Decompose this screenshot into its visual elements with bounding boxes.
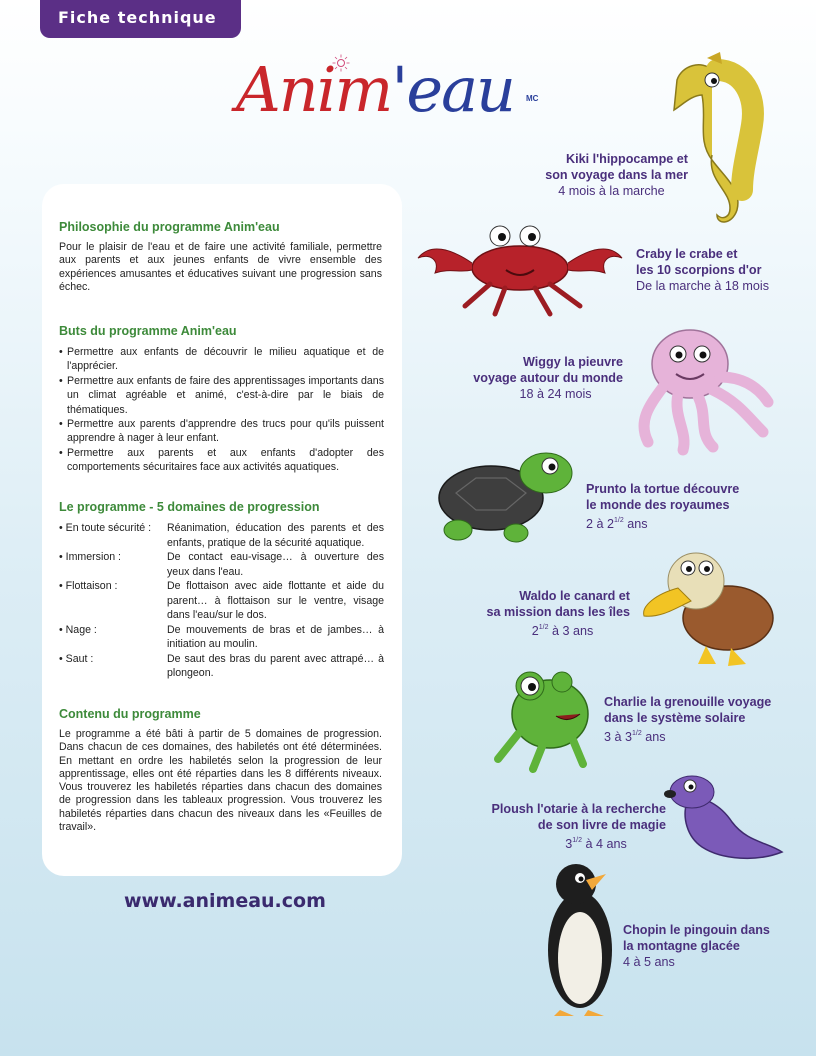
domain-desc: Réanimation, éducation des parents et des enfants, pratique de la sécurité aquatique.: [167, 522, 384, 549]
website-link[interactable]: www.animeau.com: [124, 890, 326, 912]
character-ploush: [466, 801, 666, 852]
goal-item: • Permettre aux parents d'apprendre des trucs pour qu'ils puissent apprendre à nager à leur enfant.: [59, 417, 384, 446]
animeau-logo: [236, 50, 566, 130]
domain-desc: De flottaison avec aide flottante et aide du parent… à flottaison sur le ventre, visage dans l'eau/sur le dos.: [167, 580, 384, 621]
philosophy-title: Philosophie du programme Anim'eau: [59, 220, 280, 234]
character-story: de son livre de magie: [537, 818, 666, 832]
character-waldo: [455, 588, 630, 639]
program-title: Le programme - 5 domaines de progression: [59, 500, 320, 514]
domain-row: [59, 652, 384, 681]
seahorse-icon: [672, 50, 772, 235]
character-name: Wiggy la pieuvre: [523, 355, 623, 369]
goal-item: • Permettre aux enfants de faire des apprentissages importants dans un climat agréable et animé, c'est-à-dire par le biais de thématiques.: [59, 374, 384, 417]
character-story: voyage autour du monde: [473, 371, 623, 385]
domain-row: [59, 579, 384, 623]
domain-name: • Flottaison :: [59, 580, 118, 592]
character-age: $3^{1/2}$ à 4 ans: [565, 837, 627, 851]
character-age: 18 à 24 mois: [519, 387, 592, 401]
character-age: 2 à $2^{1/2}$ ans: [586, 517, 648, 531]
domain-desc: De mouvements de bras et de jambes… à initiation au moulin.: [167, 623, 384, 650]
sea-lion-icon: [662, 772, 787, 862]
logo-eau: 'eau: [391, 53, 514, 126]
character-story: sa mission dans les îles: [486, 605, 630, 619]
goals-title: Buts du programme Anim'eau: [59, 324, 237, 338]
domain-desc: De contact eau-visage… à ouverture des yeux dans l'eau.: [167, 551, 384, 578]
domain-desc: De saut des bras du parent avec attrapé… à plongeon.: [167, 652, 384, 679]
domain-row: [59, 623, 384, 652]
content-title: Contenu du programme: [59, 707, 201, 721]
character-story: son voyage dans la mer: [545, 168, 688, 182]
character-story: dans le système solaire: [604, 711, 746, 725]
character-age: 3 à $3^{1/2}$ ans: [604, 730, 666, 744]
character-story: la montagne glacée: [623, 939, 740, 953]
domain-row: [59, 550, 384, 579]
fiche-technique-tab: Fiche technique: [40, 0, 241, 38]
character-story: les 10 scorpions d'or: [636, 263, 762, 277]
domain-row: [59, 521, 384, 550]
character-age: De la marche à 18 mois: [636, 279, 769, 293]
goal-item: • Permettre aux enfants de découvrir le milieu aquatique et de l'apprécier.: [59, 345, 384, 374]
penguin-icon: [540, 860, 620, 1018]
character-craby: [636, 246, 806, 294]
domains-list: [59, 521, 384, 681]
goal-item: • Permettre aux parents et aux enfants d'adopter des comportements sécuritaires face aux activités aquatiques.: [59, 446, 384, 475]
character-name: Charlie la grenouille voyage: [604, 695, 772, 709]
content-text: Le programme a été bâti à partir de 5 domaines de progression. Dans chacun de ces domaines, des habiletés ont été déterminées. En mettant en ordre les habiletés selon la progression de leur apprentissage, elles ont été réparties dans les 8 différents niveaux. Vous trouverez les habiletés réparties dans chacun des domaines de progression dans les tableaux progression. Vous trouverez les habiletés réparties dans chacun des niveaux dans les «Feuilles de travail».: [59, 728, 382, 834]
character-story: le monde des royaumes: [586, 498, 730, 512]
logo-wordmark: [236, 50, 514, 130]
domain-name: • En toute sécurité :: [59, 522, 152, 534]
character-name: Waldo le canard et: [519, 589, 630, 603]
character-age: $2^{1/2}$ à 3 ans: [531, 624, 594, 638]
character-name: Chopin le pingouin dans: [623, 923, 770, 937]
domain-name: • Saut :: [59, 652, 94, 665]
octopus-icon: [628, 322, 778, 457]
domain-name: • Immersion :: [59, 551, 121, 563]
turtle-icon: [436, 448, 576, 553]
character-chopin: [623, 922, 798, 970]
character-name: Prunto la tortue découvre: [586, 482, 740, 496]
frog-icon: [488, 664, 600, 774]
character-kiki: [505, 151, 688, 199]
logo-anim: Anim: [236, 53, 392, 126]
character-name: Ploush l'otarie à la recherche: [491, 802, 666, 816]
philosophy-text: Pour le plaisir de l'eau et de faire une activité familiale, permettre aux parents et aux jeunes enfants de vivre ensemble des expériences amusantes et éducatives suivant une progression sans échec.: [59, 241, 382, 293]
crab-icon: [410, 218, 630, 318]
character-wiggy: [448, 354, 623, 402]
trademark-mark: MC: [526, 94, 539, 103]
duck-icon: [636, 546, 786, 671]
character-name: Craby le crabe et: [636, 247, 738, 261]
character-prunto: [586, 481, 786, 532]
character-charlie: [604, 694, 804, 745]
character-age: 4 mois à la marche: [558, 184, 665, 198]
domain-name: • Nage :: [59, 623, 97, 636]
character-age: 4 à 5 ans: [623, 955, 675, 969]
goals-list: [59, 345, 384, 475]
character-name: Kiki l'hippocampe et: [566, 152, 688, 166]
